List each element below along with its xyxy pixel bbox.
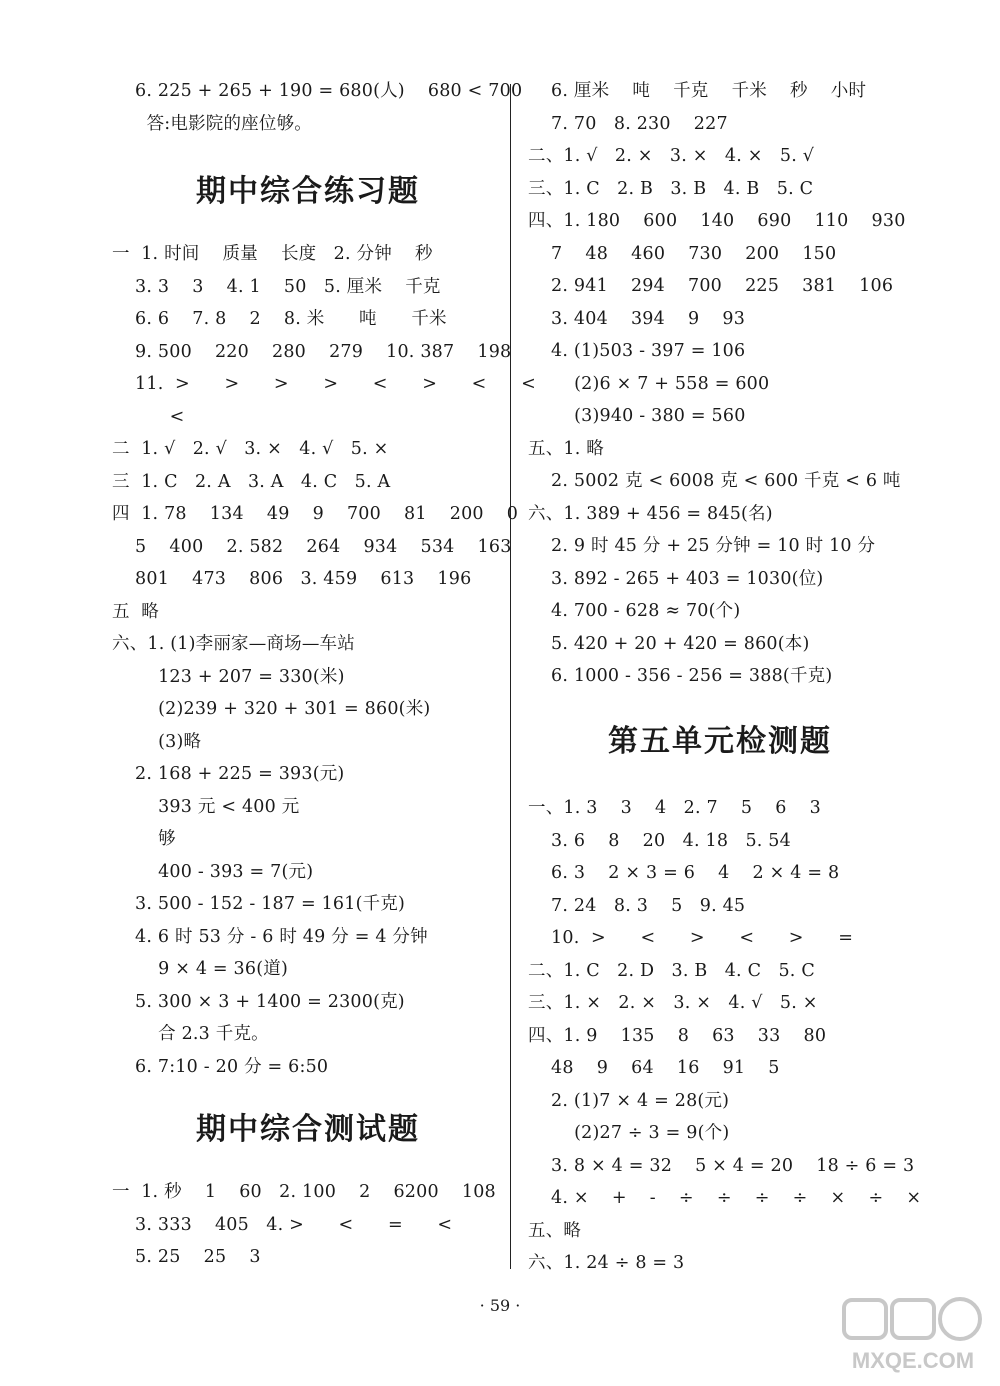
answer-line: 三 1. C 2. A 3. A 4. C 5. A bbox=[112, 471, 391, 492]
answer-line: 6. 1000 - 356 - 256 = 388(千克) bbox=[528, 666, 833, 686]
section-title: 期中综合测试题 bbox=[196, 1112, 420, 1147]
section-title: 第五单元检测题 bbox=[608, 724, 832, 759]
answer-line: 5. 420 + 20 + 420 = 860(本) bbox=[528, 633, 810, 654]
answer-line: 2. 941 294 700 225 381 106 bbox=[528, 276, 894, 296]
answer-line: 2. 168 + 225 = 393(元) bbox=[112, 764, 345, 784]
watermark-logo bbox=[838, 1296, 988, 1378]
section-title: 期中综合练习题 bbox=[196, 174, 420, 209]
answer-line: 二、1. √ 2. × 3. × 4. × 5. √ bbox=[528, 146, 815, 166]
answer-line: 6. 3 2 × 3 = 6 4 2 × 4 = 8 bbox=[528, 863, 840, 883]
answer-line: 五、1. 略 bbox=[528, 438, 604, 459]
answer-line: 10. > < > < > = bbox=[528, 928, 854, 948]
column-divider bbox=[510, 84, 511, 1269]
answer-line: 2. 5002 克 < 6008 克 < 600 千克 < 6 吨 bbox=[528, 471, 901, 491]
answer-line: 5 400 2. 582 264 934 534 163 bbox=[112, 536, 512, 557]
answer-line: 5. 25 25 3 bbox=[112, 1247, 261, 1267]
watermark-text: MXQE.COM bbox=[851, 1348, 975, 1373]
answer-line: 六、1. 389 + 456 = 845(名) bbox=[528, 503, 773, 524]
answer-line: 一、1. 3 3 4 2. 7 5 6 3 bbox=[528, 798, 822, 818]
answer-line: (3)略 bbox=[112, 731, 202, 752]
answer-line: 9. 500 220 280 279 10. 387 198 bbox=[112, 341, 512, 362]
answer-line: 3. 6 8 20 4. 18 5. 54 bbox=[528, 830, 791, 851]
answer-line: 9 × 4 = 36(道) bbox=[112, 959, 288, 979]
answer-line: 五、略 bbox=[528, 1220, 582, 1241]
answer-line: 四、1. 180 600 140 690 110 930 bbox=[528, 211, 906, 231]
answer-line: 6. 7:10 - 20 分 = 6:50 bbox=[112, 1056, 329, 1077]
answer-line: 123 + 207 = 330(米) bbox=[112, 666, 345, 687]
answer-line: 393 元 < 400 元 bbox=[112, 796, 300, 817]
answer-line: 7. 24 8. 3 5 9. 45 bbox=[528, 895, 746, 916]
answer-line: 6. 厘米 吨 千克 千米 秒 小时 bbox=[528, 81, 867, 101]
answer-line: < bbox=[112, 406, 185, 427]
answer-line: (2)6 × 7 + 558 = 600 bbox=[528, 373, 770, 394]
answer-line: 7 48 460 730 200 150 bbox=[528, 243, 837, 264]
answer-line: 四 1. 78 134 49 9 700 81 200 0 bbox=[112, 504, 519, 524]
answer-line: 三、1. C 2. B 3. B 4. B 5. C bbox=[528, 178, 814, 199]
answer-line: 11. > > > > < > < < bbox=[112, 374, 536, 394]
answer-line: (2)239 + 320 + 301 = 860(米) bbox=[112, 699, 431, 719]
answer-line: 五 略 bbox=[112, 601, 159, 622]
answer-line: 4. 700 - 628 ≈ 70(个) bbox=[528, 601, 741, 621]
answer-line: 六、1. 24 ÷ 8 = 3 bbox=[528, 1253, 685, 1273]
answer-line: 答:电影院的座位够。 bbox=[112, 113, 312, 134]
answer-line: 6. 6 7. 8 2 8. 米 吨 千米 bbox=[112, 309, 447, 329]
answer-line: 3. 892 - 265 + 403 = 1030(位) bbox=[528, 568, 824, 589]
answer-line: 一 1. 时间 质量 长度 2. 分钟 秒 bbox=[112, 244, 433, 264]
answer-line: 够 bbox=[112, 829, 176, 849]
answer-line: 3. 333 405 4. > < = < bbox=[112, 1214, 453, 1235]
answer-line: 六、1. (1)李丽家—商场—车站 bbox=[112, 634, 355, 654]
answer-line: 2. (1)7 × 4 = 28(元) bbox=[528, 1090, 730, 1111]
answer-line: 3. 500 - 152 - 187 = 161(千克) bbox=[112, 894, 406, 914]
answer-line: 400 - 393 = 7(元) bbox=[112, 861, 314, 882]
answer-line: 7. 70 8. 230 227 bbox=[528, 113, 728, 134]
answer-line: (3)940 - 380 = 560 bbox=[528, 406, 746, 426]
answer-line: 5. 300 × 3 + 1400 = 2300(克) bbox=[112, 991, 405, 1012]
answer-line: 2. 9 时 45 分 + 25 分钟 = 10 时 10 分 bbox=[528, 536, 876, 556]
answer-line: 3. 3 3 4. 1 50 5. 厘米 千克 bbox=[112, 276, 441, 297]
answer-line: 三、1. × 2. × 3. × 4. √ 5. × bbox=[528, 993, 818, 1013]
answer-line: 6. 225 + 265 + 190 = 680(人) 680 < 700 bbox=[112, 81, 523, 101]
answer-line: 4. 6 时 53 分 - 6 时 49 分 = 4 分钟 bbox=[112, 926, 428, 947]
answer-line: 二、1. C 2. D 3. B 4. C 5. C bbox=[528, 960, 815, 981]
answer-line: (2)27 ÷ 3 = 9(个) bbox=[528, 1123, 730, 1143]
answer-line: 二 1. √ 2. √ 3. × 4. √ 5. × bbox=[112, 439, 389, 459]
answer-line: 四、1. 9 135 8 63 33 80 bbox=[528, 1025, 827, 1046]
answer-line: 3. 404 394 9 93 bbox=[528, 308, 746, 329]
answer-line: 3. 8 × 4 = 32 5 × 4 = 20 18 ÷ 6 = 3 bbox=[528, 1155, 915, 1176]
answer-line: 4. × + - ÷ ÷ ÷ ÷ × ÷ × bbox=[528, 1188, 922, 1208]
answer-line: 4. (1)503 - 397 = 106 bbox=[528, 341, 746, 361]
answer-line: 48 9 64 16 91 5 bbox=[528, 1058, 780, 1078]
page-number: · 59 · bbox=[479, 1296, 521, 1315]
answer-line: 801 473 806 3. 459 613 196 bbox=[112, 569, 472, 589]
answer-line: 合 2.3 千克。 bbox=[112, 1024, 269, 1044]
answer-line: 一 1. 秒 1 60 2. 100 2 6200 108 bbox=[112, 1182, 496, 1202]
